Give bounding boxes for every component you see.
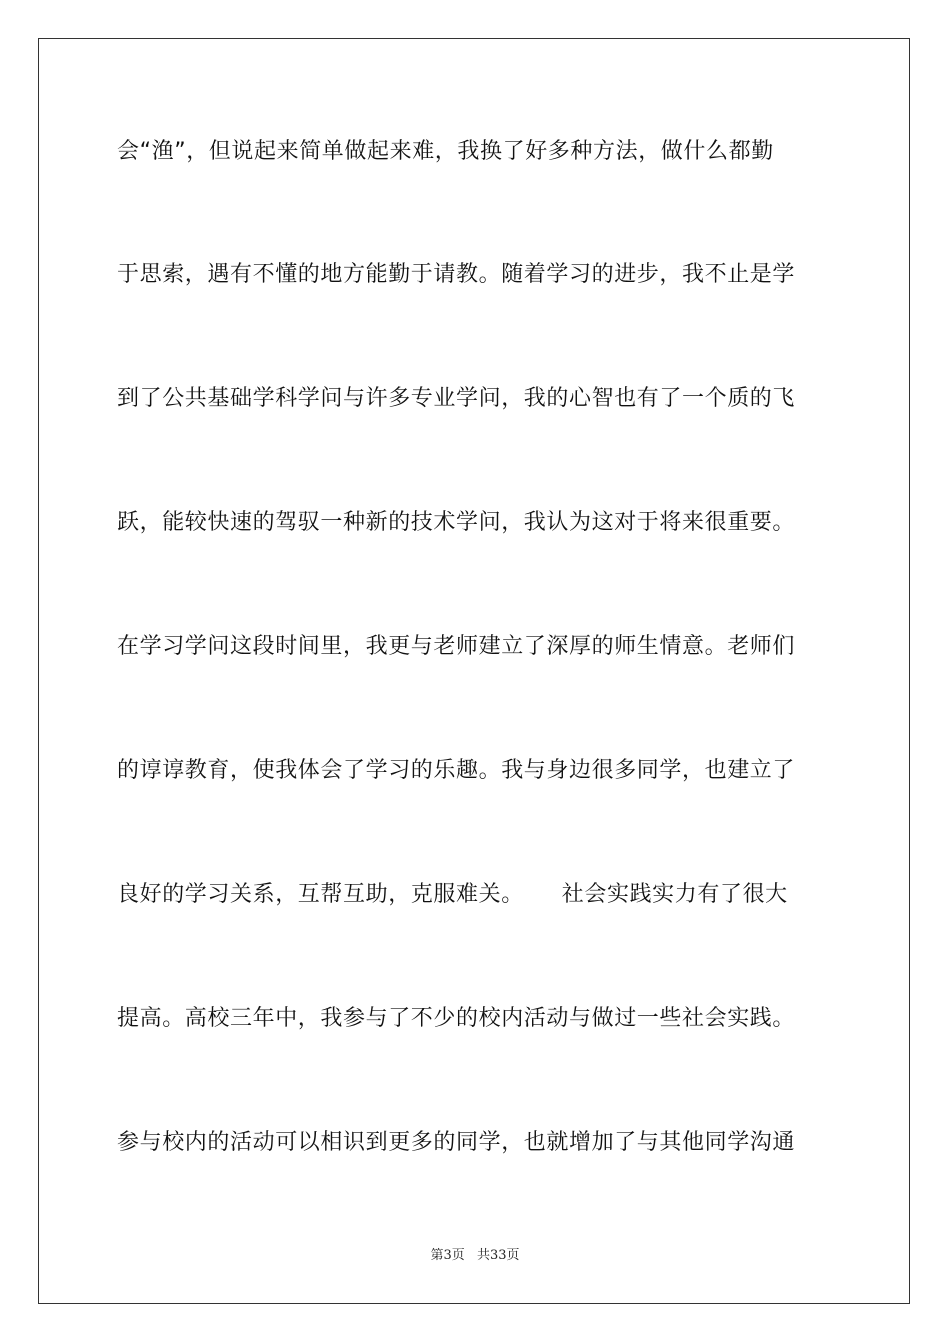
text-line: 会“渔”，但说起来简单做起来难，我换了好多种方法，做什么都勤 xyxy=(117,139,774,164)
text-line: 参与校内的活动可以相识到更多的同学，也就增加了与其他同学沟通 xyxy=(117,1130,796,1155)
text-line: 跃，能较快速的驾驭一种新的技术学问，我认为这对于将来很重要。 xyxy=(117,510,796,535)
page-footer xyxy=(0,1246,950,1266)
page-total: 共33页 xyxy=(476,1248,520,1263)
text-line: 在学习学问这段时间里，我更与老师建立了深厚的师生情意。老师们 xyxy=(117,634,796,659)
text-line: 的谆谆教育，使我体会了学习的乐趣。我与身边很多同学，也建立了 xyxy=(117,758,796,783)
text-line: 于思索，遇有不懂的地方能勤于请教。随着学习的进步，我不止是学 xyxy=(117,262,796,287)
text-line: 良好的学习关系，互帮互助，克服难关。 社会实践实力有了很大 xyxy=(117,882,788,907)
text-line: 到了公共基础学科学问与许多专业学问，我的心智也有了一个质的飞 xyxy=(117,386,796,411)
page-number: 第3页 xyxy=(430,1248,465,1263)
page-border xyxy=(38,38,910,1304)
text-line: 提高。高校三年中，我参与了不少的校内活动与做过一些社会实践。 xyxy=(117,1006,796,1031)
